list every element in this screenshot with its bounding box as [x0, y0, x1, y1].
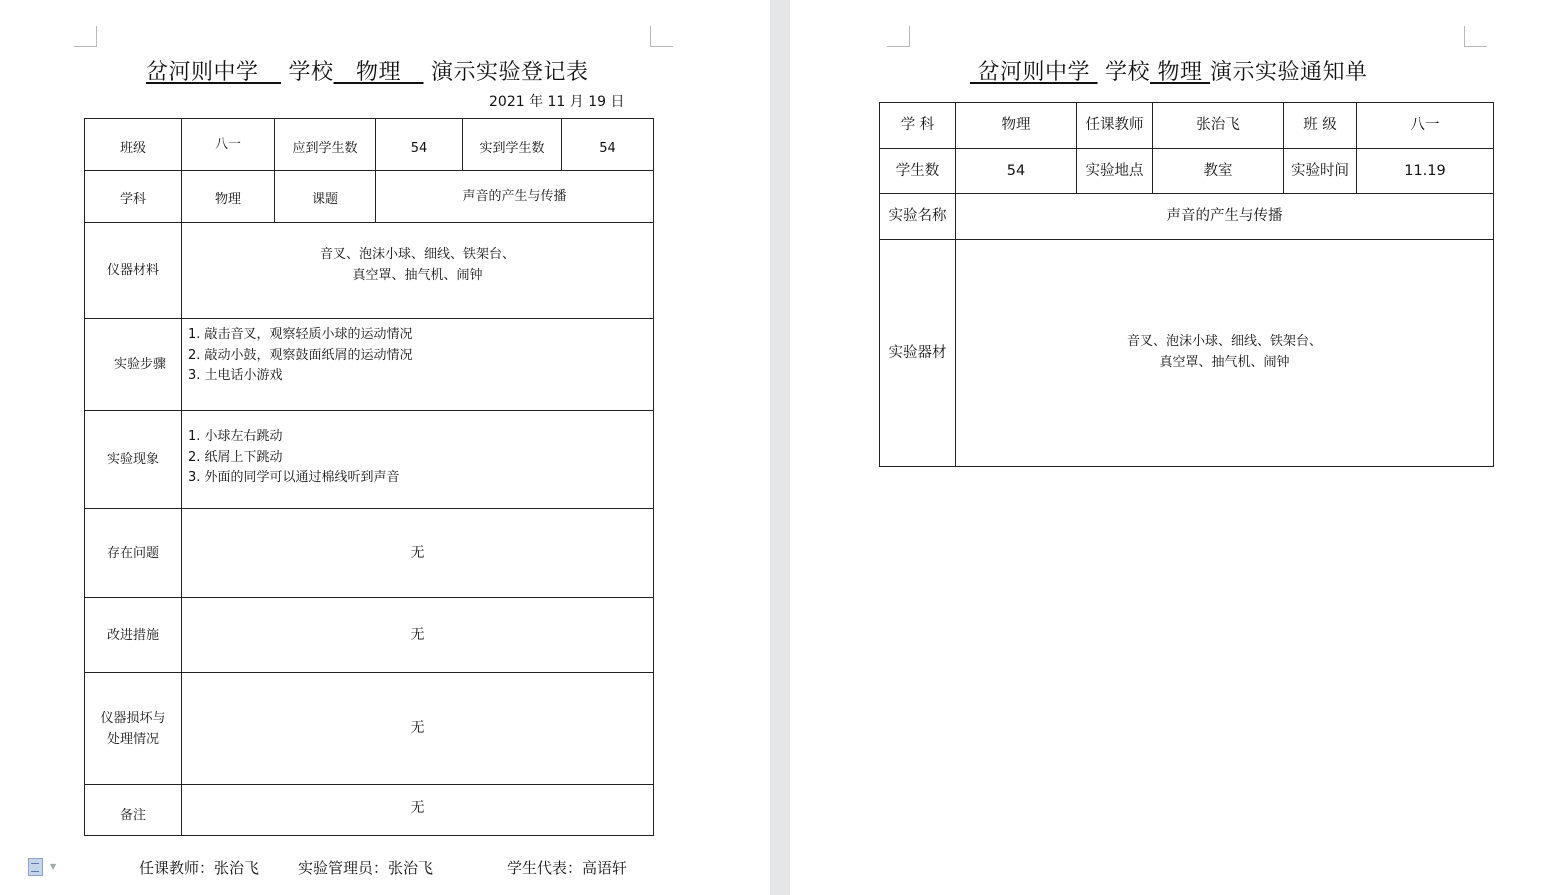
damage-value: 无: [182, 673, 654, 785]
remarks-value: 无: [182, 785, 654, 836]
location-value: 教室: [1153, 149, 1284, 194]
title-tail: 演示实验通知单: [1210, 60, 1368, 85]
teacher-value: 张治飞: [1153, 103, 1284, 149]
equipment-value: [956, 240, 1494, 467]
expected-students-label: 应到学生数: [275, 119, 376, 171]
expected-students-value: 54: [376, 119, 463, 171]
experiment-name-label: 实验名称: [880, 194, 956, 240]
actual-students-label: 实到学生数: [463, 119, 562, 171]
title-tail: 演示实验登记表: [431, 60, 589, 85]
title-school: 岔河则中学: [146, 60, 259, 85]
problems-label: 存在问题: [85, 509, 182, 598]
footer-manager: 实验管理员：张治飞: [298, 859, 434, 877]
document-icon[interactable]: [28, 858, 43, 876]
phenomena-list: [182, 411, 654, 509]
footer-teacher: 任课教师：张治飞: [139, 859, 260, 877]
phenomenon-item-1: 1. 小球左右跳动: [188, 429, 283, 444]
equipment-value: [182, 223, 654, 319]
teacher-label: 任课教师: [1077, 103, 1153, 149]
equipment-line-1: 音叉、泡沫小球、细线、铁架台、: [319, 246, 515, 262]
equipment-line-2: 真空罩、抽气机、闹钟: [352, 267, 483, 283]
equipment-label: 实验器材: [880, 240, 956, 467]
crop-mark-top-left: [74, 26, 97, 47]
steps-list: [182, 319, 654, 411]
step-item-1: 1. 敲击音叉，观察轻质小球的运动情况: [188, 327, 413, 342]
title-mid: 学校: [1105, 60, 1151, 85]
class-value: 八一: [1357, 103, 1494, 149]
topic-value: 声音的产生与传播: [376, 171, 654, 223]
phenomena-label: 实验现象: [85, 411, 182, 509]
equipment-label: 仪器材料: [85, 223, 182, 319]
experiment-name-value: 声音的产生与传播: [956, 194, 1494, 240]
subject-value: 物理: [956, 103, 1077, 149]
damage-label-line-1: 仪器损坏与: [100, 710, 166, 726]
step-item-2: 2. 敲动小鼓，观察鼓面纸屑的运动情况: [188, 347, 413, 363]
crop-mark-top-left: [887, 26, 910, 47]
title-school: 岔河则中学: [977, 60, 1091, 85]
time-value: 11.19: [1357, 149, 1494, 194]
title-subject: 物理: [1157, 60, 1203, 85]
damage-label: [85, 673, 182, 785]
step-item-3: 3. 土电话小游戏: [188, 368, 283, 383]
time-label: 实验时间: [1284, 149, 1357, 194]
title-subject: 物理: [356, 60, 402, 85]
notice-title: [970, 55, 1368, 86]
remarks-label: 备注: [85, 785, 182, 836]
students-label: 学生数: [880, 149, 956, 194]
crop-mark-top-right: [650, 26, 673, 47]
register-date: 2021 年 11 月 19 日: [489, 94, 625, 110]
phenomenon-item-2: 2. 纸屑上下跳动: [188, 449, 283, 465]
class-value: 八一: [182, 119, 275, 171]
title-mid: 学校: [288, 60, 334, 85]
phenomenon-item-3: 3. 外面的同学可以通过棉线听到声音: [188, 470, 400, 485]
problems-value: 无: [182, 509, 654, 598]
class-label: 班 级: [1284, 103, 1357, 149]
left-page: [0, 0, 770, 895]
actual-students-value: 54: [562, 119, 654, 171]
equipment-line-1: 音叉、泡沫小球、细线、铁架台、: [1126, 334, 1322, 349]
register-title: [146, 55, 589, 86]
page-gutter: [770, 0, 790, 895]
students-value: 54: [956, 149, 1077, 194]
crop-mark-top-right: [1464, 26, 1487, 47]
right-page: [790, 0, 1547, 895]
steps-label: 实验步骤: [85, 319, 182, 411]
chevron-down-icon[interactable]: ▼: [50, 862, 57, 871]
footer-student: 学生代表：高语轩: [507, 859, 628, 877]
register-table: [84, 118, 654, 836]
topic-label: 课题: [275, 171, 376, 223]
improvements-value: 无: [182, 598, 654, 673]
subject-label: 学科: [85, 171, 182, 223]
class-label: 班级: [85, 119, 182, 171]
damage-label-line-2: 处理情况: [106, 731, 159, 747]
notice-table: [879, 102, 1494, 467]
location-label: 实验地点: [1077, 149, 1153, 194]
improvements-label: 改进措施: [85, 598, 182, 673]
subject-label: 学 科: [880, 103, 956, 149]
equipment-line-2: 真空罩、抽气机、闹钟: [1159, 355, 1290, 370]
subject-value: 物理: [182, 171, 275, 223]
